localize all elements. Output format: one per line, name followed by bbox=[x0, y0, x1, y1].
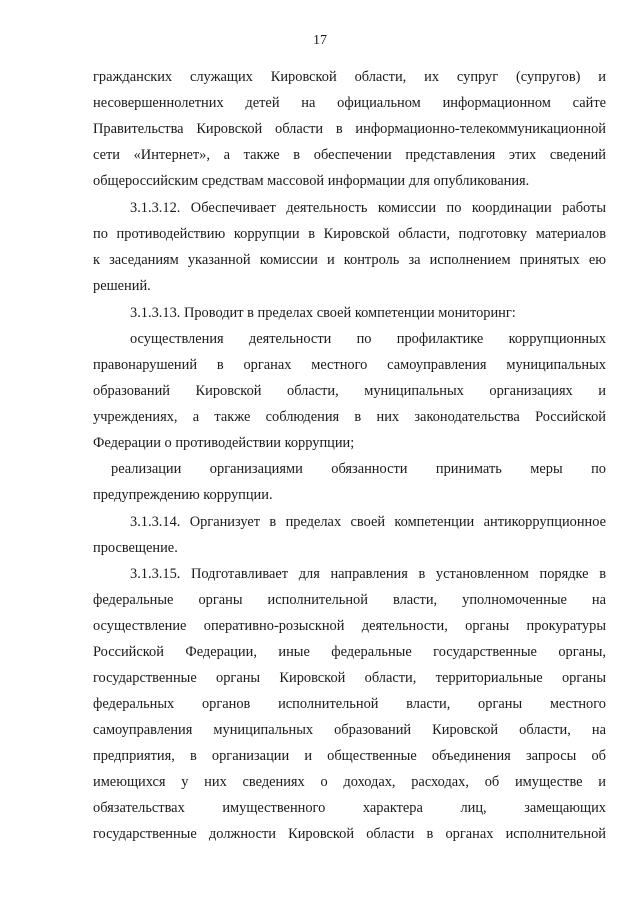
text-line: Российской Федерации, иные федеральные государственные органы, bbox=[93, 644, 606, 660]
text-line: самоуправления муниципальных образований Кировской области, на bbox=[93, 722, 606, 738]
text-line: учреждениях, а также соблюдения в них законодательства Российской bbox=[93, 409, 606, 425]
text-line: гражданских служащих Кировской области, их супруг (супругов) и bbox=[93, 69, 606, 85]
text-line: 3.1.3.15. Подготавливает для направления в установленном порядке в bbox=[130, 566, 606, 582]
text-line: федеральных органов исполнительной власти, органы местного bbox=[93, 696, 606, 712]
text-line: государственные должности Кировской области в органах исполнительной bbox=[93, 826, 606, 842]
text-line: предприятия, в организации и общественные объединения запросы об bbox=[93, 748, 606, 764]
text-line: просвещение. bbox=[93, 540, 178, 556]
text-line: сети «Интернет», а также в обеспечении представления этих сведений bbox=[93, 147, 606, 163]
text-line: имеющихся у них сведениях о доходах, расходах, об имуществе и bbox=[93, 774, 606, 790]
text-line: Федерации о противодействии коррупции; bbox=[93, 435, 355, 451]
text-line: обязательствах имущественного характера лиц, замещающих bbox=[93, 800, 606, 816]
text-line: федеральные органы исполнительной власти, уполномоченные на bbox=[93, 592, 606, 608]
text-line: несовершеннолетних детей на официальном информационном сайте bbox=[93, 95, 606, 111]
text-line: правонарушений в органах местного самоуправления муниципальных bbox=[93, 357, 606, 373]
text-line: реализации организациями обязанности принимать меры по bbox=[111, 461, 606, 477]
text-line: 3.1.3.14. Организует в пределах своей компетенции антикоррупционное bbox=[130, 514, 606, 530]
text-line: решений. bbox=[93, 278, 151, 294]
text-line: общероссийским средствам массовой информации для опубликования. bbox=[93, 173, 530, 189]
text-line: 3.1.3.13. Проводит в пределах своей компетенции мониторинг: bbox=[130, 305, 516, 321]
page-number: 17 bbox=[313, 33, 327, 48]
text-line: по противодействию коррупции в Кировской области, подготовку материалов bbox=[93, 226, 606, 242]
text-line: Правительства Кировской области в информационно-телекоммуникационной bbox=[93, 121, 606, 137]
text-line: государственные органы Кировской области, территориальные органы bbox=[93, 670, 606, 686]
text-line: к заседаниям указанной комиссии и контроль за исполнением принятых ею bbox=[93, 252, 606, 268]
text-line: осуществления деятельности по профилактике коррупционных bbox=[130, 331, 606, 347]
text-line: осуществление оперативно-розыскной деятельности, органы прокуратуры bbox=[93, 618, 606, 634]
text-line: образований Кировской области, муниципальных организациях и bbox=[93, 383, 606, 399]
text-line: 3.1.3.12. Обеспечивает деятельность комиссии по координации работы bbox=[130, 200, 606, 216]
text-line: предупреждению коррупции. bbox=[93, 487, 273, 503]
